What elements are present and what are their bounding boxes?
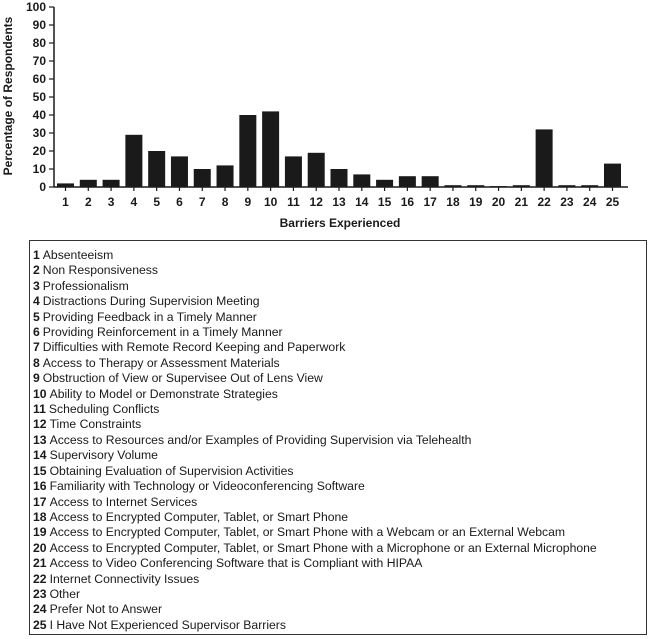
legend-number: 7 bbox=[33, 340, 40, 355]
legend-number: 23 bbox=[33, 586, 47, 601]
legend-number: 21 bbox=[33, 556, 47, 571]
y-tick-label: 100 bbox=[25, 0, 46, 14]
legend-number: 18 bbox=[33, 509, 47, 524]
legend-number: 24 bbox=[33, 602, 47, 617]
x-tick-label: 6 bbox=[176, 195, 183, 209]
y-tick-label: 0 bbox=[39, 180, 46, 194]
legend-label: Prefer Not to Answer bbox=[49, 602, 163, 617]
legend-item bbox=[33, 371, 646, 386]
legend-label: Providing Reinforcement in a Timely Manner bbox=[42, 325, 283, 340]
y-tick-label: 30 bbox=[32, 126, 46, 140]
legend-number: 16 bbox=[33, 479, 47, 494]
y-tick-label: 60 bbox=[32, 72, 46, 86]
x-tick-label: 3 bbox=[107, 195, 115, 209]
bar bbox=[171, 156, 188, 187]
y-tick-label: 20 bbox=[32, 144, 46, 158]
bar bbox=[376, 180, 393, 187]
legend-number: 22 bbox=[33, 571, 47, 586]
legend-label: I Have Not Experienced Supervisor Barriers bbox=[49, 617, 286, 632]
legend-label: Access to Video Conferencing Software that is Compliant with HIPAA bbox=[49, 556, 423, 571]
y-tick-label: 50 bbox=[32, 90, 46, 104]
x-tick-label: 12 bbox=[309, 195, 323, 209]
legend-item bbox=[33, 402, 646, 417]
legend-number: 9 bbox=[33, 371, 40, 386]
x-tick-label: 20 bbox=[491, 195, 506, 209]
legend-item bbox=[33, 541, 646, 556]
legend-label: Access to Therapy or Assessment Materials bbox=[42, 355, 280, 370]
x-tick-label: 2 bbox=[84, 195, 92, 209]
legend-number: 19 bbox=[33, 525, 47, 540]
bar bbox=[262, 111, 279, 187]
legend-label: Professionalism bbox=[42, 278, 129, 293]
legend-number: 3 bbox=[33, 278, 40, 293]
legend-number: 5 bbox=[33, 309, 40, 324]
bar bbox=[353, 174, 370, 187]
legend-item bbox=[33, 618, 646, 633]
bar bbox=[422, 176, 439, 187]
bars bbox=[57, 111, 621, 187]
legend-label: Time Constraints bbox=[49, 417, 142, 432]
x-tick-label: 11 bbox=[287, 195, 300, 209]
legend-number: 1 bbox=[33, 248, 40, 262]
x-tick-label: 21 bbox=[514, 195, 529, 209]
legend-number: 25 bbox=[33, 617, 47, 632]
bar bbox=[239, 115, 256, 187]
legend-label: Familiarity with Technology or Videoconferencing Software bbox=[49, 479, 365, 494]
legend-item bbox=[33, 525, 646, 540]
legend-number: 8 bbox=[33, 355, 40, 370]
bar bbox=[125, 135, 142, 187]
legend-label: Obtaining Evaluation of Supervision Activities bbox=[49, 463, 294, 478]
legend-number: 11 bbox=[33, 402, 46, 417]
legend-item bbox=[33, 433, 646, 448]
legend-label: Ability to Model or Demonstrate Strategies bbox=[49, 386, 278, 401]
legend-item bbox=[33, 479, 646, 494]
bar bbox=[604, 164, 621, 187]
x-axis-ticks bbox=[62, 187, 619, 209]
legend-item bbox=[33, 572, 646, 587]
legend-item bbox=[33, 510, 646, 525]
legend-label: Access to Resources and/or Examples of Providing Supervision via Telehealth bbox=[49, 432, 472, 447]
legend-label: Access to Encrypted Computer, Tablet, or Smart Phone with a Webcam or an External Webcam bbox=[49, 525, 566, 540]
legend-item bbox=[33, 279, 646, 294]
bar bbox=[308, 153, 325, 187]
x-tick-label: 7 bbox=[198, 195, 206, 209]
y-tick-label: 80 bbox=[32, 36, 46, 50]
legend-label: Access to Encrypted Computer, Tablet, or Smart Phone with a Microphone or an External Microphone bbox=[49, 540, 597, 555]
x-tick-label: 19 bbox=[469, 195, 483, 209]
x-tick-label: 5 bbox=[153, 195, 161, 209]
x-tick-label: 23 bbox=[560, 195, 574, 209]
legend-number: 13 bbox=[33, 432, 47, 447]
legend-item bbox=[33, 310, 646, 325]
x-tick-label: 25 bbox=[605, 195, 620, 209]
legend-item bbox=[33, 294, 646, 309]
legend-item bbox=[33, 587, 646, 602]
legend-label: Internet Connectivity Issues bbox=[49, 571, 200, 586]
legend bbox=[29, 240, 647, 635]
legend-label: Distractions During Supervision Meeting bbox=[42, 294, 260, 309]
legend-label: Difficulties with Remote Record Keeping and Paperwork bbox=[42, 340, 346, 355]
bar bbox=[285, 156, 302, 187]
legend-number: 4 bbox=[33, 294, 40, 309]
legend-label: Absenteeism bbox=[42, 248, 114, 262]
bar bbox=[194, 169, 211, 187]
legend-label: Scheduling Conflicts bbox=[48, 402, 160, 417]
legend-item bbox=[33, 417, 646, 432]
legend-label: Providing Feedback in a Timely Manner bbox=[42, 309, 257, 324]
x-axis-title: Barriers Experienced bbox=[279, 216, 401, 230]
x-tick-label: 10 bbox=[263, 195, 278, 209]
legend-item bbox=[33, 602, 646, 617]
x-tick-label: 22 bbox=[537, 195, 551, 209]
x-tick-label: 4 bbox=[130, 195, 138, 209]
legend-item bbox=[33, 340, 646, 355]
legend-item bbox=[33, 495, 646, 510]
legend-number: 15 bbox=[33, 463, 47, 478]
bar bbox=[103, 180, 120, 187]
bar bbox=[80, 180, 97, 187]
legend-item bbox=[33, 556, 646, 571]
legend-item bbox=[33, 325, 646, 340]
legend-number: 2 bbox=[33, 263, 40, 278]
x-tick-label: 1 bbox=[62, 195, 69, 209]
legend-number: 12 bbox=[33, 417, 47, 432]
x-tick-label: 13 bbox=[332, 195, 346, 209]
legend-item bbox=[33, 263, 646, 278]
legend-label: Access to Internet Services bbox=[49, 494, 198, 509]
bar bbox=[217, 165, 234, 187]
legend-number: 10 bbox=[33, 386, 47, 401]
x-tick-label: 18 bbox=[446, 195, 460, 209]
y-tick-label: 10 bbox=[32, 162, 46, 176]
x-tick-label: 24 bbox=[583, 195, 597, 209]
x-tick-label: 8 bbox=[221, 195, 229, 209]
legend-item bbox=[33, 448, 646, 463]
legend-number: 6 bbox=[33, 325, 40, 340]
bar-chart bbox=[0, 0, 650, 238]
legend-label: Obstruction of View or Supervisee Out of Lens View bbox=[42, 371, 323, 386]
y-axis-ticks bbox=[26, 0, 54, 194]
legend-number: 14 bbox=[33, 448, 47, 463]
y-axis-title: Percentage of Respondents bbox=[1, 16, 15, 176]
bar bbox=[536, 129, 553, 187]
y-tick-label: 90 bbox=[32, 18, 46, 32]
legend-label: Other bbox=[49, 586, 81, 601]
legend-item bbox=[33, 464, 646, 479]
legend-label: Access to Encrypted Computer, Tablet, or Smart Phone bbox=[49, 509, 349, 524]
legend-label: Supervisory Volume bbox=[49, 448, 158, 463]
bar bbox=[148, 151, 165, 187]
y-tick-label: 40 bbox=[32, 108, 46, 122]
x-tick-label: 14 bbox=[355, 195, 369, 209]
legend-number: 17 bbox=[33, 494, 47, 509]
legend-item bbox=[33, 356, 646, 371]
legend-item bbox=[33, 387, 646, 402]
bar bbox=[331, 169, 348, 187]
bar bbox=[399, 176, 416, 187]
x-tick-label: 15 bbox=[377, 195, 392, 209]
y-tick-label: 70 bbox=[32, 54, 46, 68]
x-tick-label: 16 bbox=[400, 195, 415, 209]
x-tick-label: 9 bbox=[244, 195, 252, 209]
legend-item bbox=[33, 248, 646, 263]
x-tick-label: 17 bbox=[423, 195, 437, 209]
legend-label: Non Responsiveness bbox=[42, 263, 158, 278]
legend-number: 20 bbox=[33, 540, 47, 555]
